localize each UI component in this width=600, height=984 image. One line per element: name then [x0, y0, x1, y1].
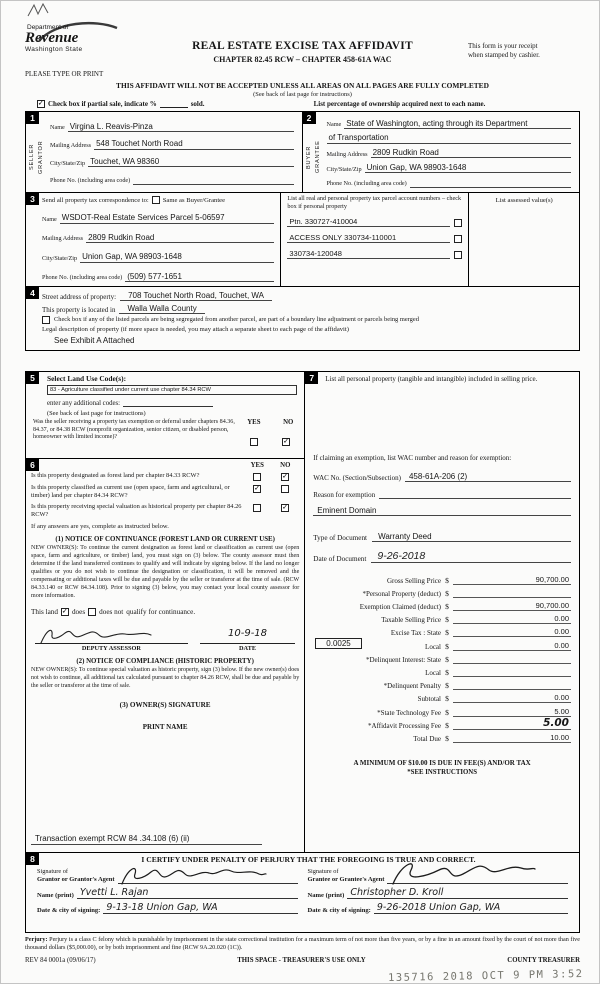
- money-row-exemption-claimed: [313, 598, 571, 611]
- yes-header: YES: [250, 462, 264, 469]
- date-of-document-row: [313, 550, 571, 563]
- county-treasurer-label: COUNTY TREASURER: [507, 957, 580, 964]
- money-row-local: [313, 637, 571, 650]
- land-use-code-section: [25, 371, 305, 459]
- logo-washington-state: Washington State: [25, 46, 83, 53]
- seller-phone-value[interactable]: [133, 176, 293, 185]
- tax-correspondence-section: [25, 193, 580, 287]
- buyer-phone-value[interactable]: [410, 179, 571, 188]
- money-label: *Delinquent Penalty: [383, 682, 441, 691]
- personal-property-label: List all personal property (tangible and intangible) included in selling price.: [325, 375, 538, 383]
- date-of-document-value[interactable]: 9-26-2018: [371, 550, 571, 563]
- buyer-grantee-vertical-label: [305, 125, 323, 189]
- buyer-grantee-section: [303, 111, 581, 193]
- section-4-badge: 4: [26, 287, 39, 299]
- left-column: [25, 371, 305, 853]
- assessed-values-header: List assessed value(s): [495, 197, 553, 204]
- historic-no-checkbox[interactable]: [281, 504, 289, 512]
- type-of-document-row: [313, 532, 571, 542]
- partial-sale-label: Check box if partial sale, indicate %: [48, 100, 157, 108]
- dollar-sign: $: [445, 575, 449, 585]
- money-row-state-technology-fee: [313, 703, 571, 716]
- partial-sale-percent-field[interactable]: [160, 101, 188, 108]
- parcel-row: [287, 217, 462, 227]
- buyer-citystatezip-label: City/State/Zip: [326, 165, 362, 173]
- money-row-delinquent-interest-local: [313, 664, 571, 677]
- seller-grantor-vertical-label: [28, 125, 46, 189]
- name-print-label: Name (print): [307, 892, 345, 899]
- main-columns: [25, 371, 580, 853]
- see-instructions-note: *SEE INSTRUCTIONS: [407, 768, 477, 776]
- wac-number-label: WAC No. (Section/Subsection): [313, 474, 401, 483]
- footer-row: [25, 957, 580, 964]
- dollar-sign: $: [445, 602, 449, 611]
- buyer-phone-row: [327, 174, 572, 188]
- certify-statement: I CERTIFY UNDER PENALTY OF PERJURY THAT THE FOREGOING IS TRUE AND CORRECT.: [141, 855, 476, 864]
- perjury-text: Perjury is a class C felony which is punishable by imprisonment in the state correctional institution for a maximum term of not more than five years, or by a fine in an amount fixed by the court of not more than five thousand dollars ($5,000.00), or by both imprisonment and fine (RCW 9A.20.020 (1C)).: [25, 937, 580, 951]
- section-5-badge: 5: [26, 372, 39, 384]
- forest-no-checkbox[interactable]: [281, 473, 289, 481]
- does-label: does: [71, 607, 86, 616]
- qualify-label: qualify for continuance.: [126, 607, 196, 616]
- reason-for-exemption-field[interactable]: [379, 491, 571, 499]
- money-row-personal-property: [313, 585, 571, 598]
- grantor-name-row: [37, 887, 298, 899]
- perjury-paragraph: [25, 936, 580, 952]
- grantee-signature: [387, 858, 537, 888]
- legal-description-value[interactable]: See Exhibit A Attached: [54, 335, 135, 345]
- correspondence-address-label: Mailing Address: [42, 235, 84, 243]
- dollar-sign: $: [445, 733, 449, 743]
- parcel-number-value[interactable]: 330734-120048: [287, 249, 450, 259]
- see-back-note-2: (See back of last page for instructions): [47, 410, 146, 417]
- scan-mark: [26, 2, 52, 18]
- money-label: Gross Selling Price: [386, 576, 441, 585]
- checkmark: ✓: [282, 436, 290, 446]
- does-not-label: does not: [99, 607, 124, 616]
- grantee-date-value[interactable]: 9-26-2018 Union Gap, WA: [374, 902, 568, 914]
- buyer-phone-label: Phone No. (including area code): [326, 180, 407, 188]
- seller-grantor-section: [25, 111, 303, 193]
- type-of-document-label: Type of Document: [313, 534, 368, 543]
- buyer-name-row-2: [327, 130, 572, 144]
- money-value[interactable]: 90,700.00: [453, 575, 571, 585]
- forest-yes-checkbox[interactable]: [253, 473, 261, 481]
- see-back-note: (See back of last page for instructions): [253, 91, 352, 98]
- exemption-deferral-answers: [241, 419, 299, 446]
- deputy-assessor-signature: [37, 625, 155, 647]
- notice-of-continuance-body: NEW OWNER(S): To continue the current designation as forest land or classification as current use (open space, farm and agriculture, or timber) land, you must sign on (3) below. The county assessor must then determine if the land transferred continues to qualify and will indicate by signing below. If the land no longer qualifies or you do not wish to continue the designation or classification, it will be removed and the compensating or additional taxes will be due and payable by the seller or transferor at the time of sale. (RCW 84.33.140 or RCW 84.34.108). Prior to signing (3) below, you may contact your local county assessor for more information.: [31, 545, 300, 599]
- seller-phone-label: Phone No. (including area code): [50, 177, 131, 185]
- buyer-name-value[interactable]: State of Washington, acting through its Department: [344, 119, 571, 129]
- segregated-checkbox[interactable]: [42, 316, 50, 324]
- dollar-sign: $: [445, 694, 449, 704]
- parties-row: [25, 111, 580, 193]
- logo-revenue: Revenue: [25, 30, 79, 46]
- dollar-sign: $: [445, 615, 449, 625]
- correspondence-name-value[interactable]: WSDOT-Real Estate Services Parcel 5-06597: [60, 213, 275, 223]
- parcel-number-value[interactable]: ACCESS ONLY 330734-110001: [287, 233, 450, 243]
- exemption-yes-checkbox[interactable]: [250, 438, 258, 446]
- money-label: Taxable Selling Price: [381, 616, 441, 625]
- grantor-vertical-text: GRANTOR: [38, 140, 45, 174]
- reason-for-exemption-value[interactable]: Eminent Domain: [313, 506, 571, 516]
- checkmark: ✓: [281, 502, 289, 512]
- selling-price-section: [305, 371, 580, 853]
- deputy-assessor-date-value[interactable]: 10-9-18: [200, 628, 295, 644]
- money-value[interactable]: 0.00: [453, 693, 571, 703]
- assessed-values-column: [468, 193, 579, 286]
- notice-of-continuance-title: (1) NOTICE OF CONTINUANCE (FOREST LAND OR CURRENT USE): [55, 536, 275, 543]
- yes-no-cells: [241, 438, 299, 446]
- buyer-citystatezip-row: [327, 159, 572, 173]
- money-value[interactable]: [453, 655, 571, 664]
- money-value[interactable]: 5.00: [453, 707, 571, 717]
- correspondence-name-label: Name: [42, 215, 57, 223]
- grantee-signature-line[interactable]: [387, 866, 568, 884]
- section-7-badge: 7: [305, 372, 318, 384]
- form-revision-number: REV 84 0001a (09/06/17): [25, 957, 96, 964]
- seller-citystatezip-value[interactable]: Touchet, WA 98360: [88, 157, 293, 167]
- personal-property-blank-area[interactable]: [313, 384, 571, 442]
- excise-tax-calculation: [313, 571, 571, 742]
- signature-of-text: Signature of: [37, 868, 68, 876]
- yes-header: YES: [247, 419, 261, 426]
- grantee-signature-label: [308, 868, 385, 884]
- dollar-sign: $: [445, 681, 449, 691]
- treasurer-use-only-label: THIS SPACE - TREASURER'S USE ONLY: [237, 957, 366, 964]
- money-value[interactable]: 90,700.00: [453, 601, 571, 611]
- current-use-question: [31, 484, 299, 500]
- logo-department-of: Department of: [27, 24, 69, 31]
- not-accepted-warning: THIS AFFIDAVIT WILL NOT BE ACCEPTED UNLESS ALL AREAS ON ALL PAGES ARE FULLY COMPLETED: [116, 81, 489, 90]
- money-label: Excise Tax : State: [390, 629, 441, 638]
- money-row-affidavit-processing-fee: [313, 717, 571, 730]
- parcel-personal-checkbox[interactable]: [454, 219, 462, 227]
- deputy-assessor-row: [31, 628, 299, 652]
- ownership-percentage-note: List percentage of ownership acquired next to each name.: [313, 100, 486, 108]
- if-yes-instruction: If any answers are yes, complete as instructed below.: [31, 523, 169, 530]
- reason-for-exemption-row: [313, 491, 571, 499]
- money-label: Local: [425, 642, 441, 651]
- grantee-name-row: [308, 887, 569, 899]
- yes-no-header: [241, 419, 299, 426]
- dor-logo: [25, 24, 143, 53]
- money-row-delinquent-penalty: [313, 677, 571, 690]
- grantor-signature-column: [32, 866, 303, 914]
- money-label: Subtotal: [417, 695, 441, 704]
- correspondence-phone-value[interactable]: (509) 577-1651: [125, 272, 274, 282]
- section-6-badge: 6: [26, 459, 39, 471]
- receipt-note: [468, 42, 580, 60]
- seller-name-label: Name: [50, 123, 65, 131]
- deputy-assessor-signature-block: [35, 628, 188, 652]
- segregated-checkbox-row: [42, 316, 571, 324]
- street-address-value[interactable]: 708 Touchet North Road, Touchet, WA: [120, 291, 272, 301]
- exemption-no-checkbox[interactable]: [282, 438, 290, 446]
- parcel-personal-checkbox[interactable]: [454, 235, 462, 243]
- this-land-label: This land: [31, 607, 58, 616]
- parcel-numbers-header: List all real and personal property tax parcel account numbers – check box if personal property: [287, 195, 462, 210]
- question-text: Is this property designated as forest land per chapter 84.33 RCW?: [31, 472, 200, 479]
- buyer-address-label: Mailing Address: [326, 150, 368, 158]
- checkmark: ✓: [253, 483, 261, 493]
- located-in-row: [42, 304, 571, 314]
- section-8-badge: 8: [26, 853, 39, 865]
- parcel-row: [287, 249, 462, 259]
- buyer-address-value[interactable]: 2809 Rudkin Road: [371, 148, 571, 158]
- section-2-badge: 2: [303, 112, 316, 124]
- reason-for-exemption-label: Reason for exemption: [313, 491, 376, 500]
- correspondence-citystatezip-value[interactable]: Union Gap, WA 98903-1648: [80, 252, 274, 262]
- segregated-label: Check box if any of the listed parcels are being segregated from another parcel, are part of a boundary line adjustment or parcels being merged: [54, 315, 419, 323]
- money-label: *Affidavit Processing Fee: [368, 721, 441, 730]
- land-use-code-value[interactable]: 83 - Agriculture classified under current use chapter 84.34 RCW: [47, 385, 297, 395]
- land-classification-section: [25, 459, 305, 853]
- grantor-name-value[interactable]: Yvetti L. Rajan: [77, 887, 298, 899]
- grantee-name-value[interactable]: Christopher D. Kroll: [347, 887, 568, 899]
- additional-codes-label: enter any additional codes:: [47, 400, 121, 407]
- claiming-exemption-label: If claiming an exemption, list WAC number and reason for exemption:: [313, 454, 512, 463]
- money-value[interactable]: 10.00: [453, 733, 571, 743]
- legal-description-label: Legal description of property (if more space is needed, you may attach a separate sheet to each page of the affidavit): [42, 326, 349, 334]
- title-block: [138, 40, 468, 64]
- notice-of-compliance-title: (2) NOTICE OF COMPLIANCE (HISTORIC PROPERTY): [76, 657, 254, 665]
- buyer-address-row: [327, 144, 572, 158]
- section-1-badge: 1: [26, 112, 39, 124]
- land-use-title: Select Land Use Code(s):: [47, 374, 127, 383]
- forest-land-question: [31, 472, 299, 481]
- seller-name-row: [50, 118, 294, 132]
- partial-sale-checkmark: ✓: [37, 98, 45, 108]
- seller-address-value[interactable]: 548 Touchet North Road: [94, 139, 293, 149]
- dollar-sign: $: [445, 654, 449, 664]
- no-header: NO: [280, 462, 291, 469]
- receipt-note-line2: when stamped by cashier.: [468, 50, 540, 59]
- correspondence-name-row: [42, 210, 274, 224]
- does-checkmark: ✓: [61, 606, 69, 616]
- property-location-section: [25, 287, 580, 351]
- form-chapter: CHAPTER 82.45 RCW – CHAPTER 458-61A WAC: [213, 55, 392, 64]
- money-label: *State Technology Fee: [377, 708, 441, 717]
- partial-sale-row: [25, 100, 580, 108]
- correspondence-citystatezip-row: [42, 249, 274, 263]
- money-row-delinquent-interest-state: [313, 651, 571, 664]
- certification-section: [25, 853, 580, 933]
- deputy-assessor-label: DEPUTY ASSESSOR: [81, 644, 141, 652]
- grantor-signature-row: [37, 866, 298, 884]
- exemption-deferral-question-text: Was the seller receiving a property tax exemption or deferral under chapters 84.36, 84.37, or 84.38 RCW (nonprofit organization, senior citizen, or disabled person, homeowner with limited income)?: [33, 419, 235, 441]
- wac-number-value[interactable]: 458-61A-206 (2): [405, 472, 571, 482]
- located-in-label: This property is located in: [42, 305, 116, 314]
- seller-address-row: [50, 136, 294, 150]
- money-value[interactable]: [453, 668, 571, 677]
- parcel-row: [287, 233, 462, 243]
- buyer-citystatezip-value[interactable]: Union Gap, WA 98903-1648: [365, 163, 571, 173]
- grantor-role-text: Grantor or Grantor's Agent: [37, 875, 115, 883]
- form-header: [25, 24, 580, 70]
- seller-address-label: Mailing Address: [50, 141, 92, 149]
- seller-citystatezip-label: City/State/Zip: [50, 159, 86, 167]
- correspondence-phone-row: [42, 268, 274, 282]
- dollar-sign: $: [445, 707, 449, 717]
- land-qualifies-row: [31, 608, 299, 616]
- treasurer-receipt-stamp: 135716 2018 OCT 9 PM 3:52: [388, 967, 585, 984]
- parcel-personal-checkbox[interactable]: [454, 251, 462, 259]
- money-row-subtotal: [313, 690, 571, 703]
- money-label: *Personal Property (deduct): [362, 589, 441, 598]
- perjury-label: Perjury:: [25, 937, 48, 943]
- correspondence-address-value[interactable]: 2809 Rudkin Road: [86, 233, 274, 243]
- money-row-gross-selling-price: [313, 571, 571, 584]
- money-label: Local: [425, 668, 441, 677]
- historic-yes-checkbox[interactable]: [253, 504, 261, 512]
- buyer-name-label: Name: [326, 121, 342, 129]
- no-header: NO: [283, 419, 294, 426]
- grantee-vertical-text: GRANTEE: [314, 140, 321, 174]
- exemption-deferral-question: [31, 419, 299, 446]
- dollar-sign: $: [445, 588, 449, 598]
- seller-name-value[interactable]: Virgina L. Reavis-Pinza: [68, 122, 294, 132]
- seller-citystatezip-row: [50, 153, 294, 167]
- date-city-label: Date & city of signing:: [307, 907, 371, 914]
- money-value[interactable]: 0.00: [453, 641, 571, 651]
- money-value[interactable]: [453, 589, 571, 598]
- seller-phone-row: [50, 171, 294, 185]
- grantor-signature-label: [37, 868, 115, 884]
- seller-vertical-text: SELLER: [29, 143, 35, 171]
- checkmark: ✓: [281, 471, 289, 481]
- buyer-vertical-text: BUYER: [305, 145, 312, 169]
- does-not-qualify-checkbox[interactable]: [88, 608, 96, 616]
- money-value[interactable]: 0.00: [453, 627, 571, 637]
- street-address-label: Street address of property:: [42, 293, 117, 302]
- money-label: Exemption Claimed (deduct): [359, 603, 441, 611]
- dollar-sign: $: [445, 667, 449, 677]
- additional-codes-row: [47, 399, 297, 407]
- deputy-assessor-signature-line[interactable]: [35, 628, 188, 644]
- historic-property-question: [31, 503, 299, 519]
- receipt-note-line1: This form is your receipt: [468, 42, 538, 50]
- date-of-document-label: Date of Document: [313, 555, 367, 564]
- money-row-total-due: [313, 730, 571, 743]
- money-label: Total Due: [413, 734, 441, 743]
- signature-of-text: Signature of: [307, 868, 339, 876]
- grantee-date-row: [308, 902, 569, 914]
- grantee-signature-column: [303, 866, 574, 914]
- buyer-name-row: [327, 115, 572, 129]
- street-address-row: [42, 291, 571, 301]
- parcel-number-value[interactable]: Ptn. 330727-410004: [287, 217, 450, 227]
- name-print-label: Name (print): [37, 892, 74, 899]
- type-of-document-value[interactable]: Warranty Deed: [372, 532, 571, 542]
- deputy-assessor-date-block: [200, 628, 295, 652]
- buyer-name-value-2[interactable]: of Transportation: [327, 133, 572, 143]
- print-name-label: PRINT NAME: [142, 722, 188, 731]
- question-text: Is this property receiving special valuation as historical property per chapter 84.26 RCW?: [31, 503, 242, 518]
- current-use-yes-checkbox[interactable]: [253, 485, 261, 493]
- correspondence-address-row: [42, 229, 274, 243]
- notice-of-compliance-body: NEW OWNER(S): To continue special valuation as historic property, sign (3) below. If the new owner(s) does not wish to continue, all additional tax calculated pursuant to chapter 84.26 RCW, shall be due and payable by the seller or transferor at the time of sale.: [31, 666, 300, 689]
- grantee-role-text: Grantee or Grantee's Agent: [307, 875, 385, 883]
- section-3-badge: 3: [26, 193, 39, 205]
- does-qualify-checkbox[interactable]: [61, 608, 69, 616]
- owners-signature-title: (3) OWNER(S) SIGNATURE: [119, 700, 211, 709]
- money-row-taxable-selling-price: [313, 611, 571, 624]
- yes-no-header-row: [31, 462, 299, 469]
- minimum-due-note: A MINIMUM OF $10.00 IS DUE IN FEE(S) AND/OR TAX: [353, 758, 531, 767]
- dollar-sign: $: [445, 641, 449, 651]
- question-text: Is this property classified as current use (open space, farm and agricultural, or timber) land per chapter 84.34 RCW?: [31, 484, 230, 499]
- grantee-signature-row: [308, 866, 569, 884]
- please-type-or-print: PLEASE TYPE OR PRINT: [25, 70, 104, 78]
- same-as-buyer-checkbox[interactable]: [152, 196, 160, 204]
- local-rate-box: 0.0025: [315, 638, 361, 649]
- money-row-excise-tax-state: [313, 624, 571, 637]
- same-as-buyer-label: Same as Buyer/Grantee: [162, 196, 226, 204]
- correspondence-column: [26, 193, 280, 286]
- grantor-signature: [118, 862, 268, 888]
- signature-columns: [32, 866, 573, 914]
- partial-sale-sold-label: sold.: [190, 100, 205, 108]
- money-value[interactable]: [453, 681, 571, 690]
- correspondence-citystatezip-label: City/State/Zip: [42, 254, 78, 262]
- send-correspondence-row: [42, 196, 274, 204]
- current-use-no-checkbox[interactable]: [281, 485, 289, 493]
- date-city-label: Date & city of signing:: [37, 907, 101, 914]
- money-value-handwritten[interactable]: 5.00: [453, 717, 571, 730]
- money-label: *Delinquent Interest: State: [365, 655, 441, 664]
- dollar-sign: $: [445, 628, 449, 638]
- wac-number-row: [313, 472, 571, 482]
- partial-sale-left: [25, 100, 314, 108]
- grantor-signature-line[interactable]: [118, 866, 298, 884]
- grantor-date-row: [37, 902, 298, 914]
- transaction-exempt-value[interactable]: Transaction exempt RCW 84 .34.108 (6) (ii): [31, 834, 262, 845]
- date-label: DATE: [239, 644, 257, 652]
- form-title: REAL ESTATE EXCISE TAX AFFIDAVIT: [192, 40, 413, 52]
- dollar-sign: $: [445, 720, 449, 730]
- partial-sale-checkbox[interactable]: [37, 100, 45, 108]
- money-value[interactable]: 0.00: [453, 614, 571, 624]
- correspondence-phone-label: Phone No. (including area code): [42, 274, 123, 282]
- parcel-numbers-column: [280, 193, 468, 286]
- send-correspondence-label: Send all property tax correspondence to:: [42, 196, 149, 204]
- county-value[interactable]: Walla Walla County: [119, 304, 204, 314]
- additional-codes-field[interactable]: [123, 399, 213, 407]
- grantor-date-value[interactable]: 9-13-18 Union Gap, WA: [103, 902, 297, 914]
